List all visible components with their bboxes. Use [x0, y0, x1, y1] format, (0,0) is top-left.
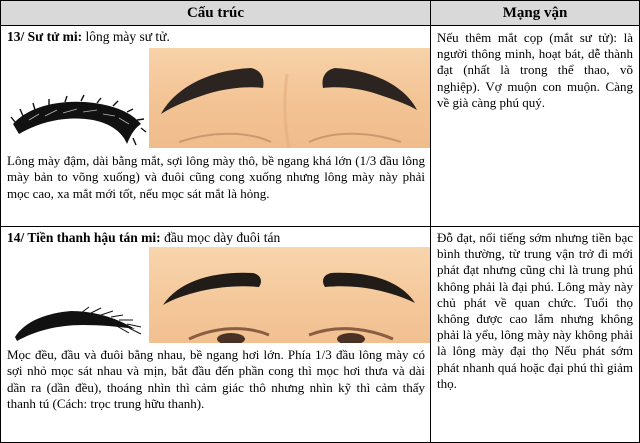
- row-14-structure-cell: [1, 227, 431, 443]
- row-13-subtitle: lông mày sư tử.: [85, 29, 170, 44]
- row-14-face-photo: [149, 247, 430, 343]
- row-14-fortune: Đỗ đạt, nổi tiếng sớm nhưng tiền bạc bình thường, từ trung vận trở đi mới phát đạt nhưng cũng chỉ là trung phú không phải là đại phú. Lông mày này chủ phát về quan chức. Tuổi thọ không được cao lắm nhưng không phải là yểu, lông mày này không phải là lông mày đại thọ Nếu phát sớm phát nhanh quá hoặc đại phú thì giảm thọ.: [437, 230, 633, 391]
- header-structure: Cấu trúc: [1, 1, 431, 26]
- lion-eyebrow-drawing-icon: [9, 94, 147, 146]
- row-13-number: 13/ Sư tử mi:: [7, 29, 83, 44]
- row-14-description: Mọc đều, đầu và đuôi bằng nhau, bề ngang hơi lớn. Phía 1/3 đầu lông mày có sợi nhỏ mọc sát nhau và mịn, bắt đầu đến phần cong thì mọc hơi thưa và dài dần ra (dần đều), thoáng nhìn thì cảm giác thô nhưng nhìn kỹ thì cảm thấy thanh tú (Cách: trọc trung hữu thanh).: [7, 347, 425, 412]
- header-fortune: Mạng vận: [431, 1, 639, 26]
- dense-head-eyebrow-drawing-icon: [11, 303, 145, 343]
- row-13-title: [7, 29, 170, 45]
- row-13-fortune-cell: [431, 26, 639, 227]
- row-13-face-photo: [149, 48, 430, 148]
- row-13-description: Lông mày đậm, dài bằng mắt, sợi lông mày thô, bề ngang khá lớn (1/3 đầu lông mày bản to võng xuống) và đuôi cũng cong xuống nhưng lông mày này phải mọc cao, xa mắt mới tốt, nếu mọc sát mắt là hỏng.: [7, 153, 425, 201]
- row-14-title: [7, 230, 280, 246]
- row-14-number: 14/ Tiền thanh hậu tán mi:: [7, 230, 161, 245]
- row-14-fortune-cell: [431, 227, 639, 443]
- row-13-structure-cell: [1, 26, 431, 227]
- row-13-fortune: Nếu thêm mắt cọp (mắt sư tử): là người thông minh, hoạt bát, dễ thành đạt (nhất là trong thể thao, võ nghiệp). Vợ muộn con muộn. Càng về già càng phú quý.: [437, 30, 633, 110]
- row-14-subtitle: đầu mọc dày đuôi tán: [164, 230, 281, 245]
